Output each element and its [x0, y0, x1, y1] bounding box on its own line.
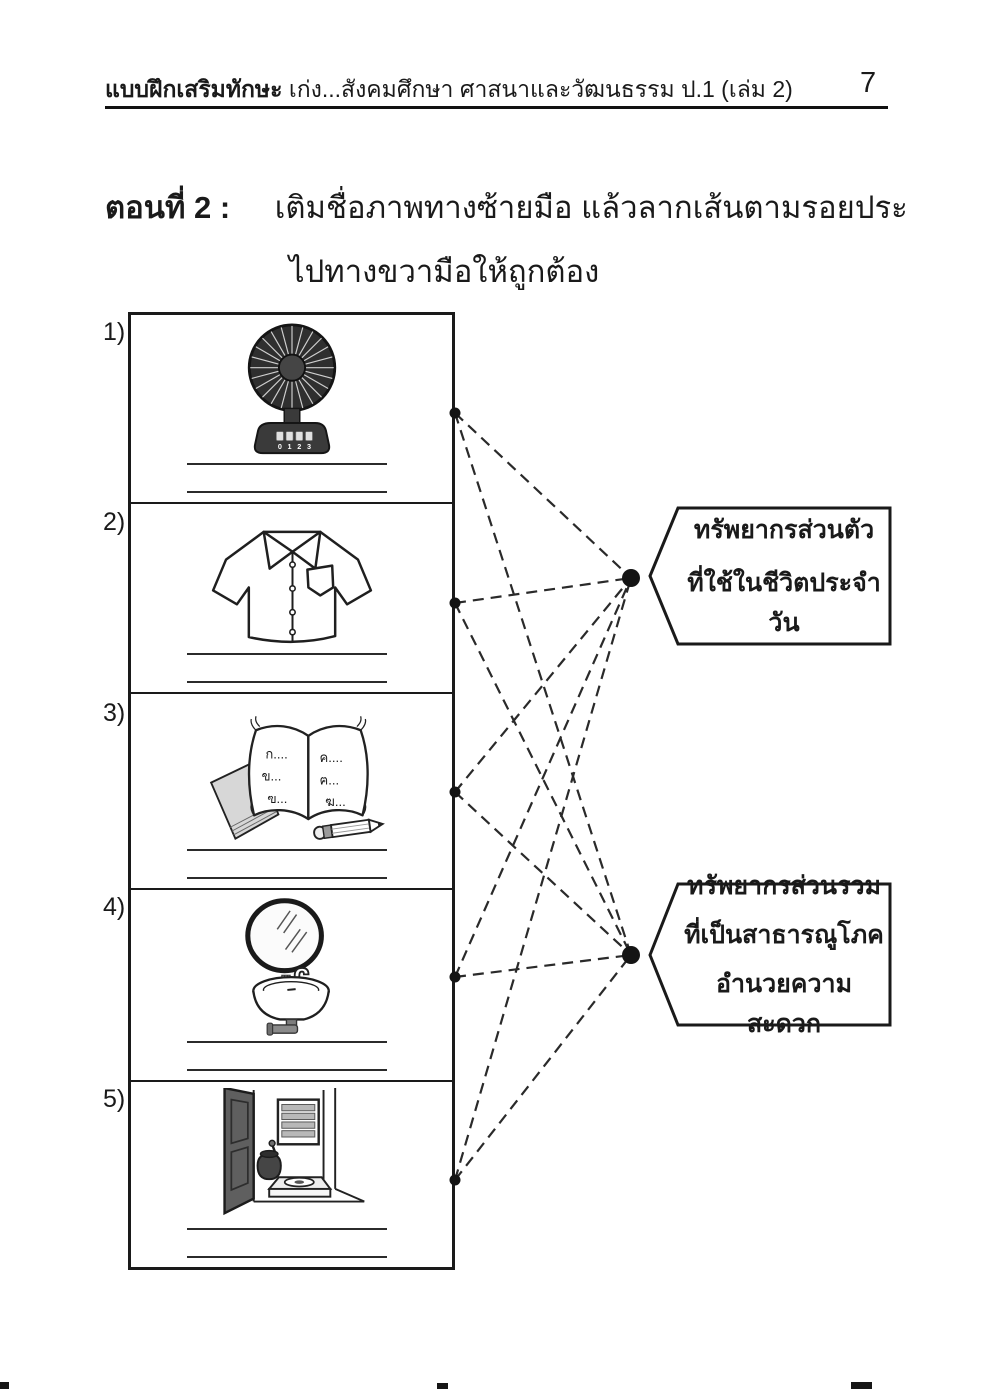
- series-title-bold: แบบฝึกเสริมทักษะ: [105, 76, 283, 102]
- svg-text:ข...: ข...: [261, 768, 282, 784]
- answer-2-line-3: อำนวยความสะดวก: [715, 969, 853, 1038]
- answer-line[interactable]: [187, 1041, 387, 1043]
- item-row-4: [131, 888, 452, 1080]
- answer-2-dot[interactable]: [622, 946, 640, 964]
- answer-lines-3: [187, 849, 387, 879]
- svg-text:0: 0: [277, 442, 282, 452]
- svg-text:1: 1: [287, 442, 292, 452]
- bathroom-icon: [207, 1088, 377, 1219]
- shirt-icon: [206, 518, 378, 650]
- scan-artifact: [0, 1382, 9, 1389]
- answer-line[interactable]: [187, 681, 387, 683]
- door: [224, 1088, 253, 1213]
- page-header: [105, 72, 825, 108]
- item-row-2: [131, 502, 452, 692]
- dashed-connector-lines: [455, 413, 631, 1180]
- answer-line[interactable]: [187, 877, 387, 879]
- bathroom-image: [131, 1088, 452, 1219]
- scan-artifact: [851, 1382, 872, 1389]
- series-title-rest: เก่ง...สังคมศึกษา ศาสนาและวัฒนธรรม ป.1 (เล่ม 2): [288, 76, 793, 102]
- section-label: ตอนที่ 2 :: [105, 190, 231, 225]
- answer-line[interactable]: [187, 849, 387, 851]
- svg-text:ค....: ค....: [319, 750, 343, 766]
- item-number-1: 1): [103, 318, 126, 346]
- instruction-line1: [105, 182, 908, 232]
- answer-2-line-1: ทรัพยากรส่วนรวม: [687, 871, 881, 900]
- header-rule: [105, 106, 888, 109]
- basin-body: [253, 991, 328, 1020]
- answer-line[interactable]: [187, 463, 387, 465]
- svg-text:3: 3: [306, 442, 311, 452]
- scan-artifact: [437, 1383, 448, 1389]
- svg-text:2: 2: [296, 442, 301, 452]
- page-number: 7: [860, 67, 877, 99]
- water-jar: [257, 1140, 280, 1179]
- item-row-1: [131, 315, 452, 502]
- shirt-image: [131, 518, 452, 650]
- item-number-4: 4): [103, 893, 126, 921]
- fan-image: [131, 323, 452, 457]
- answer-1-line-1: ทรัพยากรส่วนตัว: [693, 515, 875, 544]
- answer-lines-1: [187, 463, 387, 493]
- svg-text:ฅ...: ฅ...: [319, 772, 340, 788]
- answer-line[interactable]: [187, 1256, 387, 1258]
- mirror-and-washbasin-icon: [234, 898, 349, 1036]
- answer-2-line-2: ที่เป็นสาธารณูโภค: [684, 920, 884, 949]
- answer-lines-5: [187, 1228, 387, 1258]
- washbasin-image: [131, 898, 452, 1036]
- instruction-text-1: เติมชื่อภาพทางซ้ายมือ แล้วลากเส้นตามรอยประ: [274, 190, 908, 225]
- electric-fan-icon: [233, 323, 351, 457]
- fan-hub: [278, 355, 304, 381]
- pencil: [313, 818, 383, 840]
- louver-window: [277, 1100, 318, 1145]
- squat-toilet: [269, 1177, 330, 1196]
- svg-text:ก....: ก....: [265, 746, 288, 762]
- answer-lines-2: [187, 653, 387, 683]
- book-image: [131, 702, 452, 852]
- answer-lines-4: [187, 1041, 387, 1071]
- item-row-5: [131, 1080, 452, 1267]
- item-number-2: 2): [103, 508, 126, 536]
- book-and-pencil-icon: [198, 702, 385, 852]
- answer-line[interactable]: [187, 1069, 387, 1071]
- svg-text:ฃ...: ฃ...: [267, 791, 288, 807]
- items-box: [128, 312, 455, 1270]
- item-number-5: 5): [103, 1085, 126, 1113]
- svg-text:ฆ...: ฆ...: [325, 793, 346, 809]
- answer-box-personal: [640, 502, 898, 650]
- answer-1-line-2: ที่ใช้ในชีวิตประจำวัน: [687, 568, 881, 637]
- answer-line[interactable]: [187, 653, 387, 655]
- item-row-3: [131, 692, 452, 888]
- mirror: [248, 901, 322, 971]
- answer-box-public: [640, 871, 898, 1038]
- answer-line[interactable]: [187, 491, 387, 493]
- item-number-3: 3): [103, 699, 126, 727]
- instruction-text-2: ไปทางขวามือให้ถูกต้อง: [289, 254, 600, 289]
- answer-1-dot[interactable]: [622, 569, 640, 587]
- answer-line[interactable]: [187, 1228, 387, 1230]
- fan-neck: [284, 408, 300, 424]
- drain-pipe: [267, 1019, 297, 1035]
